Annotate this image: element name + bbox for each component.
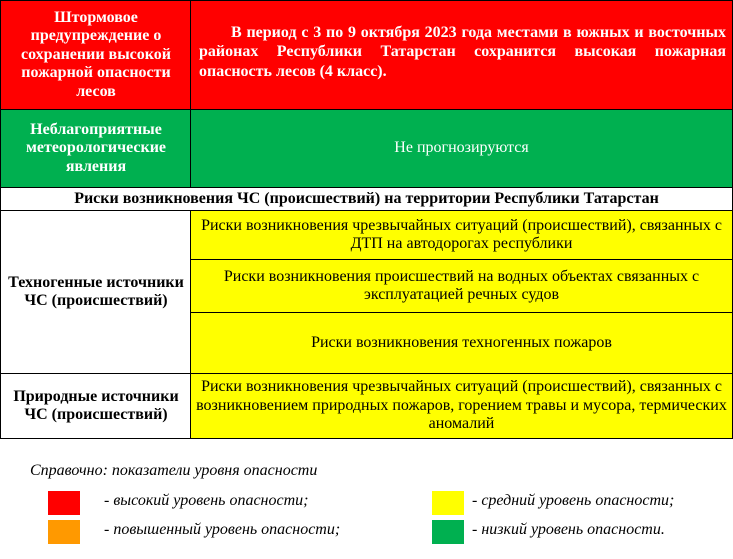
table-border-bottom (0, 438, 733, 439)
legend-text-low: - низкий уровень опасности. (472, 521, 665, 538)
storm-warning-label: Штормовое предупреждение о сохранении высокой пожарной опасности лесов (1, 1, 191, 109)
natural-risk: Риски возникновения чрезвычайных ситуаций (происшествий), связанных с возникновением природных пожаров, горением травы и мусора, термических аномалий (191, 374, 732, 438)
legend-text-medium: - средний уровень опасности; (472, 492, 675, 509)
table-border-left (0, 0, 1, 439)
table-line (191, 259, 733, 260)
table-border-top (0, 0, 733, 1)
legend-swatch-medium (432, 491, 464, 515)
table-line (191, 312, 733, 313)
technogenic-risk-water: Риски возникновения происшествий на водных объектах связанных с эксплуатацией речных судов (191, 260, 732, 312)
table-line (0, 373, 733, 374)
table-line (0, 210, 733, 211)
table-line (190, 0, 191, 188)
technogenic-label: Техногенные источники ЧС (происшествий) (1, 211, 191, 373)
storm-warning-text-content: В период с 3 по 9 октября 2023 года местами в южных и восточных районах Республики Татарстан сохранится высокая пожарная опасность лесов (4 класс). (199, 24, 726, 80)
technogenic-risk-fires: Риски возникновения техногенных пожаров (191, 313, 732, 373)
legend-title: Справочно: показатели уровня опасности (30, 462, 318, 479)
storm-warning-text (191, 1, 732, 109)
natural-label: Природные источники ЧС (происшествий) (1, 374, 191, 438)
risks-header: Риски возникновения ЧС (происшествий) на территории Республики Татарстан (1, 188, 732, 210)
table-line (0, 109, 733, 110)
legend-text-elevated: - повышенный уровень опасности; (104, 521, 341, 538)
legend-swatch-high (48, 491, 80, 515)
weather-phenomena-label: Неблагоприятные метеорологические явления (1, 110, 191, 187)
table-line (190, 210, 191, 439)
legend-swatch-elevated (48, 520, 80, 544)
legend-swatch-low (432, 520, 464, 544)
legend-text-high: - высокий уровень опасности; (104, 492, 309, 509)
weather-phenomena-text: Не прогнозируются (191, 110, 732, 187)
table-line (0, 187, 733, 188)
technogenic-risk-dtp: Риски возникновения чрезвычайных ситуаций (происшествий), связанных с ДТП на автодорогах республики (191, 211, 732, 259)
